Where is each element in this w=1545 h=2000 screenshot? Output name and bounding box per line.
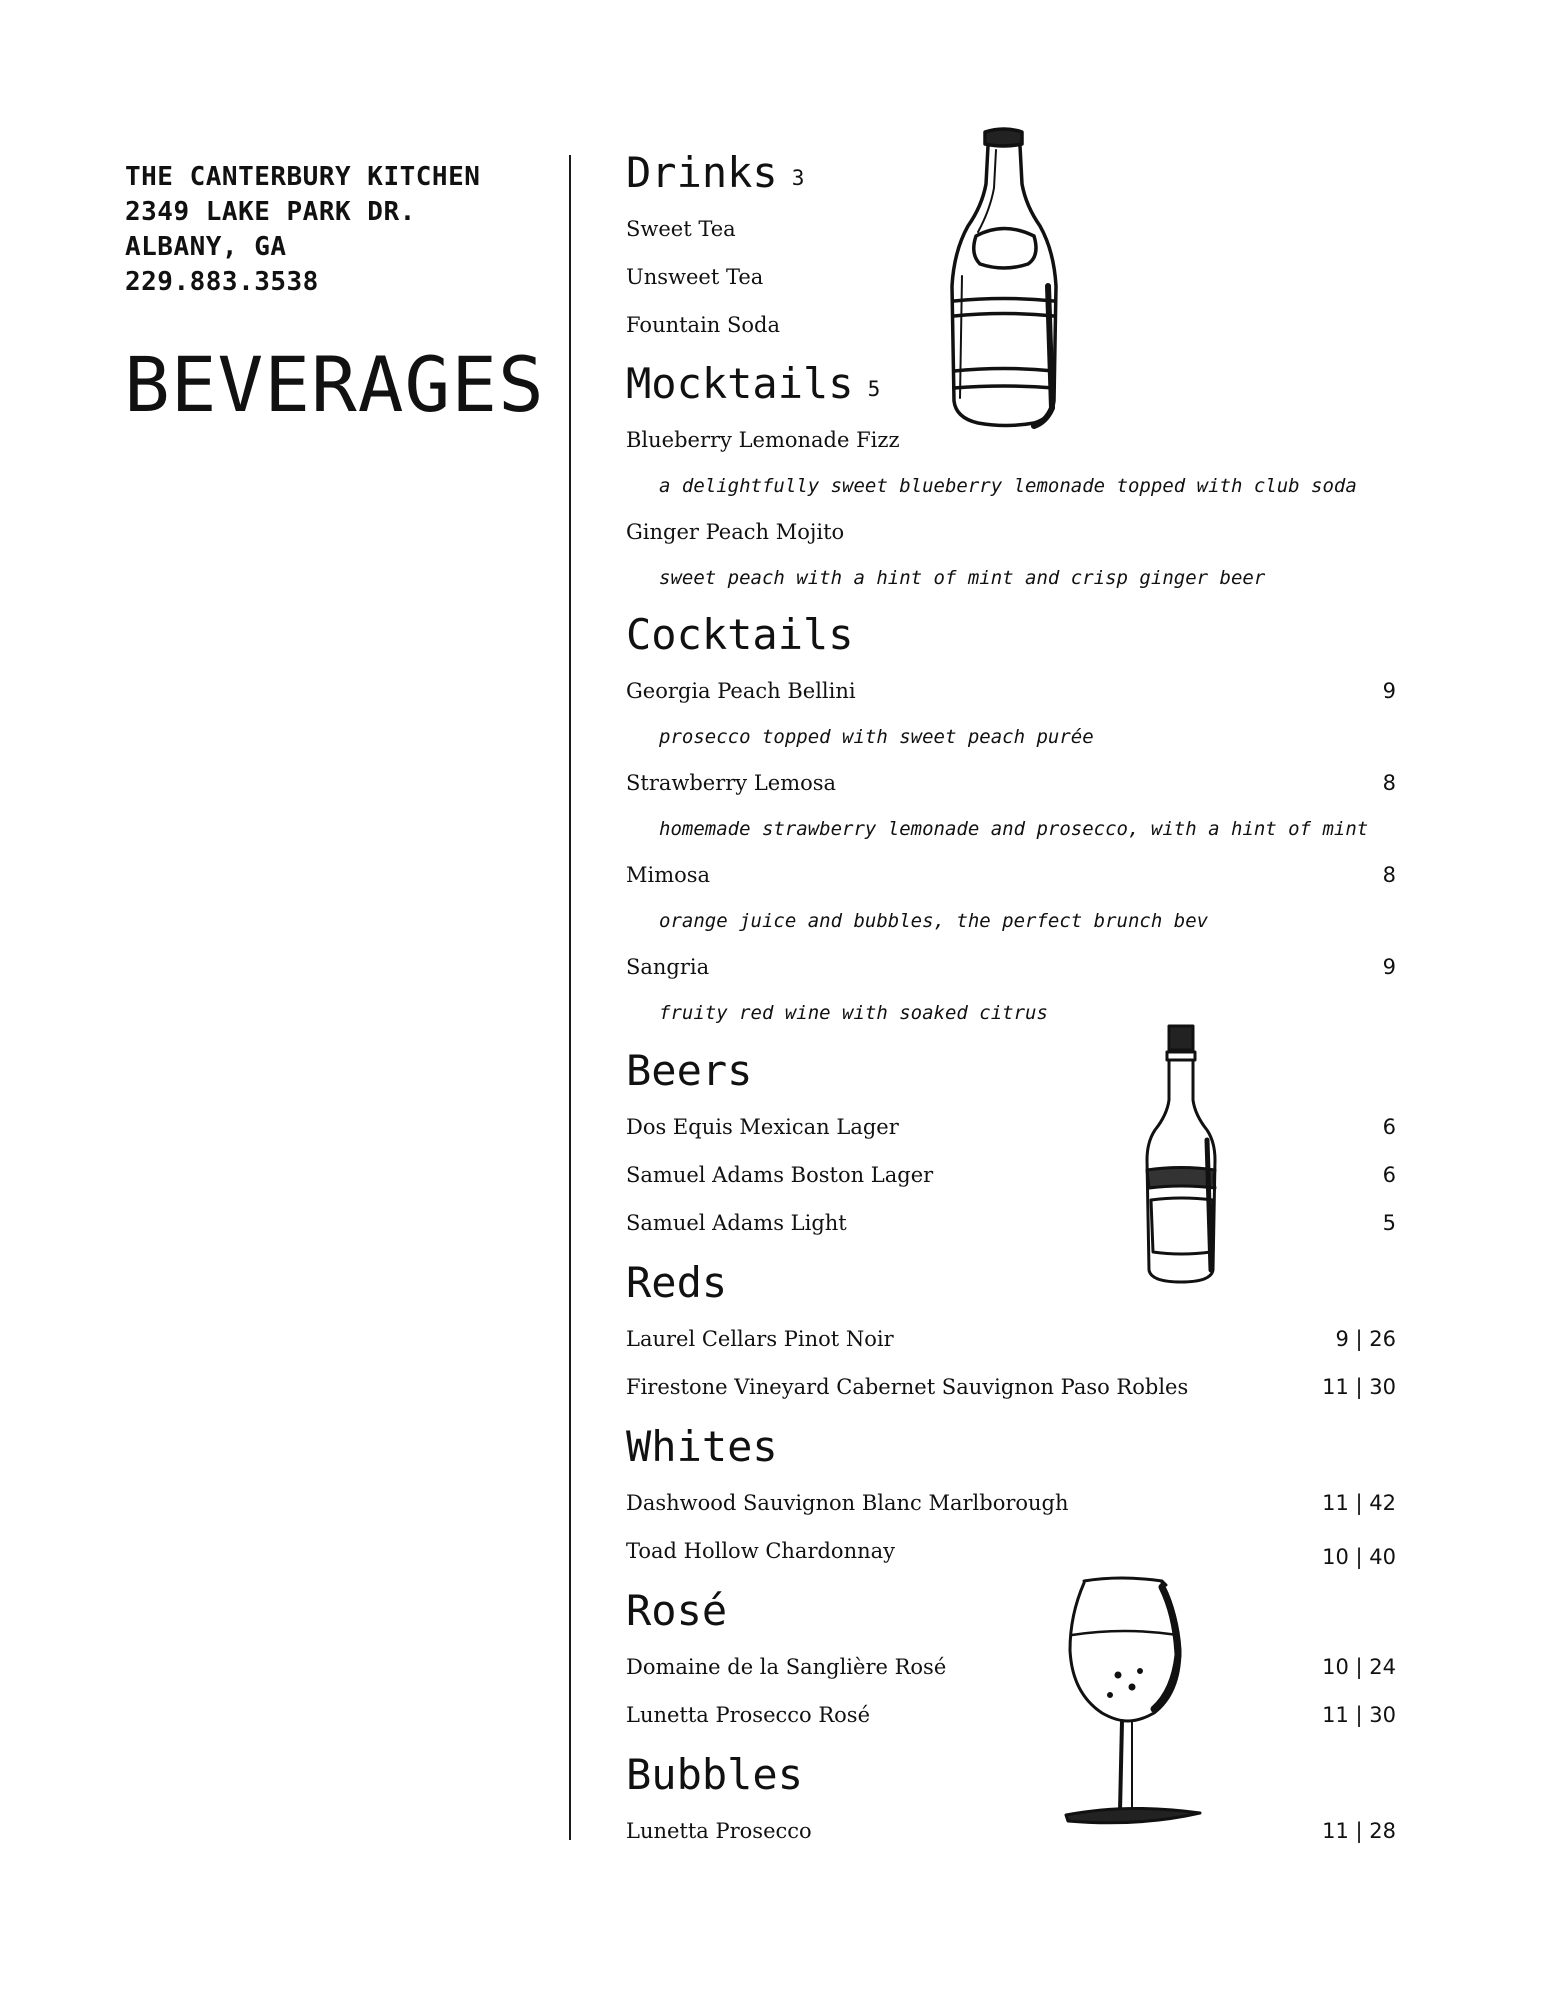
restaurant-phone: 229.883.3538	[125, 267, 319, 297]
item-price: 11 | 30	[1322, 1375, 1396, 1399]
item-name: Unsweet Tea	[626, 265, 764, 289]
item-name: Dashwood Sauvignon Blanc Marlborough	[626, 1491, 1069, 1515]
section-title: Reds	[626, 1258, 728, 1307]
section-heading-rose	[626, 1586, 727, 1636]
item-price: 6	[1382, 1163, 1396, 1187]
item-price: 9	[1382, 679, 1396, 703]
item-price: 11 | 30	[1322, 1703, 1396, 1727]
section-price: 5	[867, 377, 881, 401]
section-title: Whites	[626, 1422, 778, 1471]
item-price: 9	[1382, 955, 1396, 979]
item-price: 10 | 24	[1322, 1655, 1396, 1679]
item-name: Lunetta Prosecco Rosé	[626, 1703, 871, 1727]
item-name: Sangria	[626, 955, 710, 979]
menu-item	[626, 951, 1396, 983]
item-price: 11 | 42	[1322, 1491, 1396, 1515]
restaurant-name: THE CANTERBURY KITCHEN	[125, 162, 481, 192]
section-title: Beers	[626, 1046, 753, 1095]
item-name: Ginger Peach Mojito	[626, 520, 845, 544]
item-name: Blueberry Lemonade Fizz	[626, 428, 900, 452]
menu-item	[626, 213, 1396, 245]
item-name: Dos Equis Mexican Lager	[626, 1115, 899, 1139]
section-heading-drinks	[626, 148, 804, 203]
section-heading-bubbles	[626, 1750, 803, 1800]
item-price: 9 | 26	[1335, 1327, 1396, 1351]
item-price: 8	[1382, 863, 1396, 887]
item-name: Sweet Tea	[626, 217, 736, 241]
item-description: sweet peach with a hint of mint and crisp ginger beer	[659, 567, 1266, 589]
menu-item	[626, 1207, 1396, 1239]
item-name: Toad Hollow Chardonnay	[626, 1539, 896, 1563]
item-price: 6	[1382, 1115, 1396, 1139]
menu-item	[626, 1699, 1396, 1731]
item-name: Fountain Soda	[626, 313, 780, 337]
item-name: Lunetta Prosecco	[626, 1819, 812, 1843]
item-name: Samuel Adams Light	[626, 1211, 847, 1235]
section-heading-beers	[626, 1046, 752, 1096]
section-heading-cocktails	[626, 610, 854, 660]
item-price: 5	[1382, 1211, 1396, 1235]
restaurant-city: ALBANY, GA	[125, 232, 287, 262]
section-price: 3	[791, 166, 805, 190]
menu-item	[626, 424, 1396, 456]
restaurant-address-block	[125, 160, 480, 300]
menu-item	[626, 1323, 1396, 1355]
item-name: Laurel Cellars Pinot Noir	[626, 1327, 894, 1351]
section-heading-whites	[626, 1422, 778, 1472]
menu-item	[626, 675, 1396, 707]
section-title: Cocktails	[626, 610, 854, 659]
item-name: Firestone Vineyard Cabernet Sauvignon Paso Robles	[626, 1375, 1189, 1399]
item-description: orange juice and bubbles, the perfect brunch bev	[659, 910, 1209, 932]
menu-item	[626, 1371, 1396, 1403]
item-description: a delightfully sweet blueberry lemonade topped with club soda	[659, 475, 1357, 497]
item-description: prosecco topped with sweet peach purée	[659, 726, 1094, 748]
restaurant-street: 2349 LAKE PARK DR.	[125, 197, 416, 227]
menu-item	[626, 1815, 1396, 1847]
section-heading-mocktails	[626, 359, 880, 414]
menu-item	[626, 767, 1396, 799]
section-heading-reds	[626, 1258, 727, 1308]
menu-item	[626, 1111, 1396, 1143]
menu-item	[626, 1159, 1396, 1191]
item-price: 11 | 28	[1322, 1819, 1396, 1843]
menu-item	[626, 1487, 1396, 1519]
item-name: Georgia Peach Bellini	[626, 679, 856, 703]
menu-item	[626, 859, 1396, 891]
item-price: 8	[1382, 771, 1396, 795]
menu-item	[626, 1651, 1396, 1683]
menu-item	[626, 1535, 1396, 1567]
item-name: Mimosa	[626, 863, 711, 887]
menu-item	[626, 309, 1396, 341]
item-price: 10 | 40	[1322, 1545, 1396, 1569]
menu-item	[626, 261, 1396, 293]
section-title: Mocktails	[626, 359, 854, 408]
section-title: Bubbles	[626, 1750, 804, 1799]
menu-content	[626, 0, 1396, 2000]
section-title: Rosé	[626, 1586, 728, 1635]
section-title: Drinks	[626, 148, 778, 197]
item-name: Strawberry Lemosa	[626, 771, 837, 795]
menu-item	[626, 516, 1396, 548]
item-name: Samuel Adams Boston Lager	[626, 1163, 934, 1187]
item-description: fruity red wine with soaked citrus	[659, 1002, 1048, 1024]
column-divider	[569, 155, 571, 1840]
item-name: Domaine de la Sanglière Rosé	[626, 1655, 947, 1679]
page-title: BEVERAGES	[124, 340, 545, 429]
item-description: homemade strawberry lemonade and prosecco, with a hint of mint	[659, 818, 1369, 840]
